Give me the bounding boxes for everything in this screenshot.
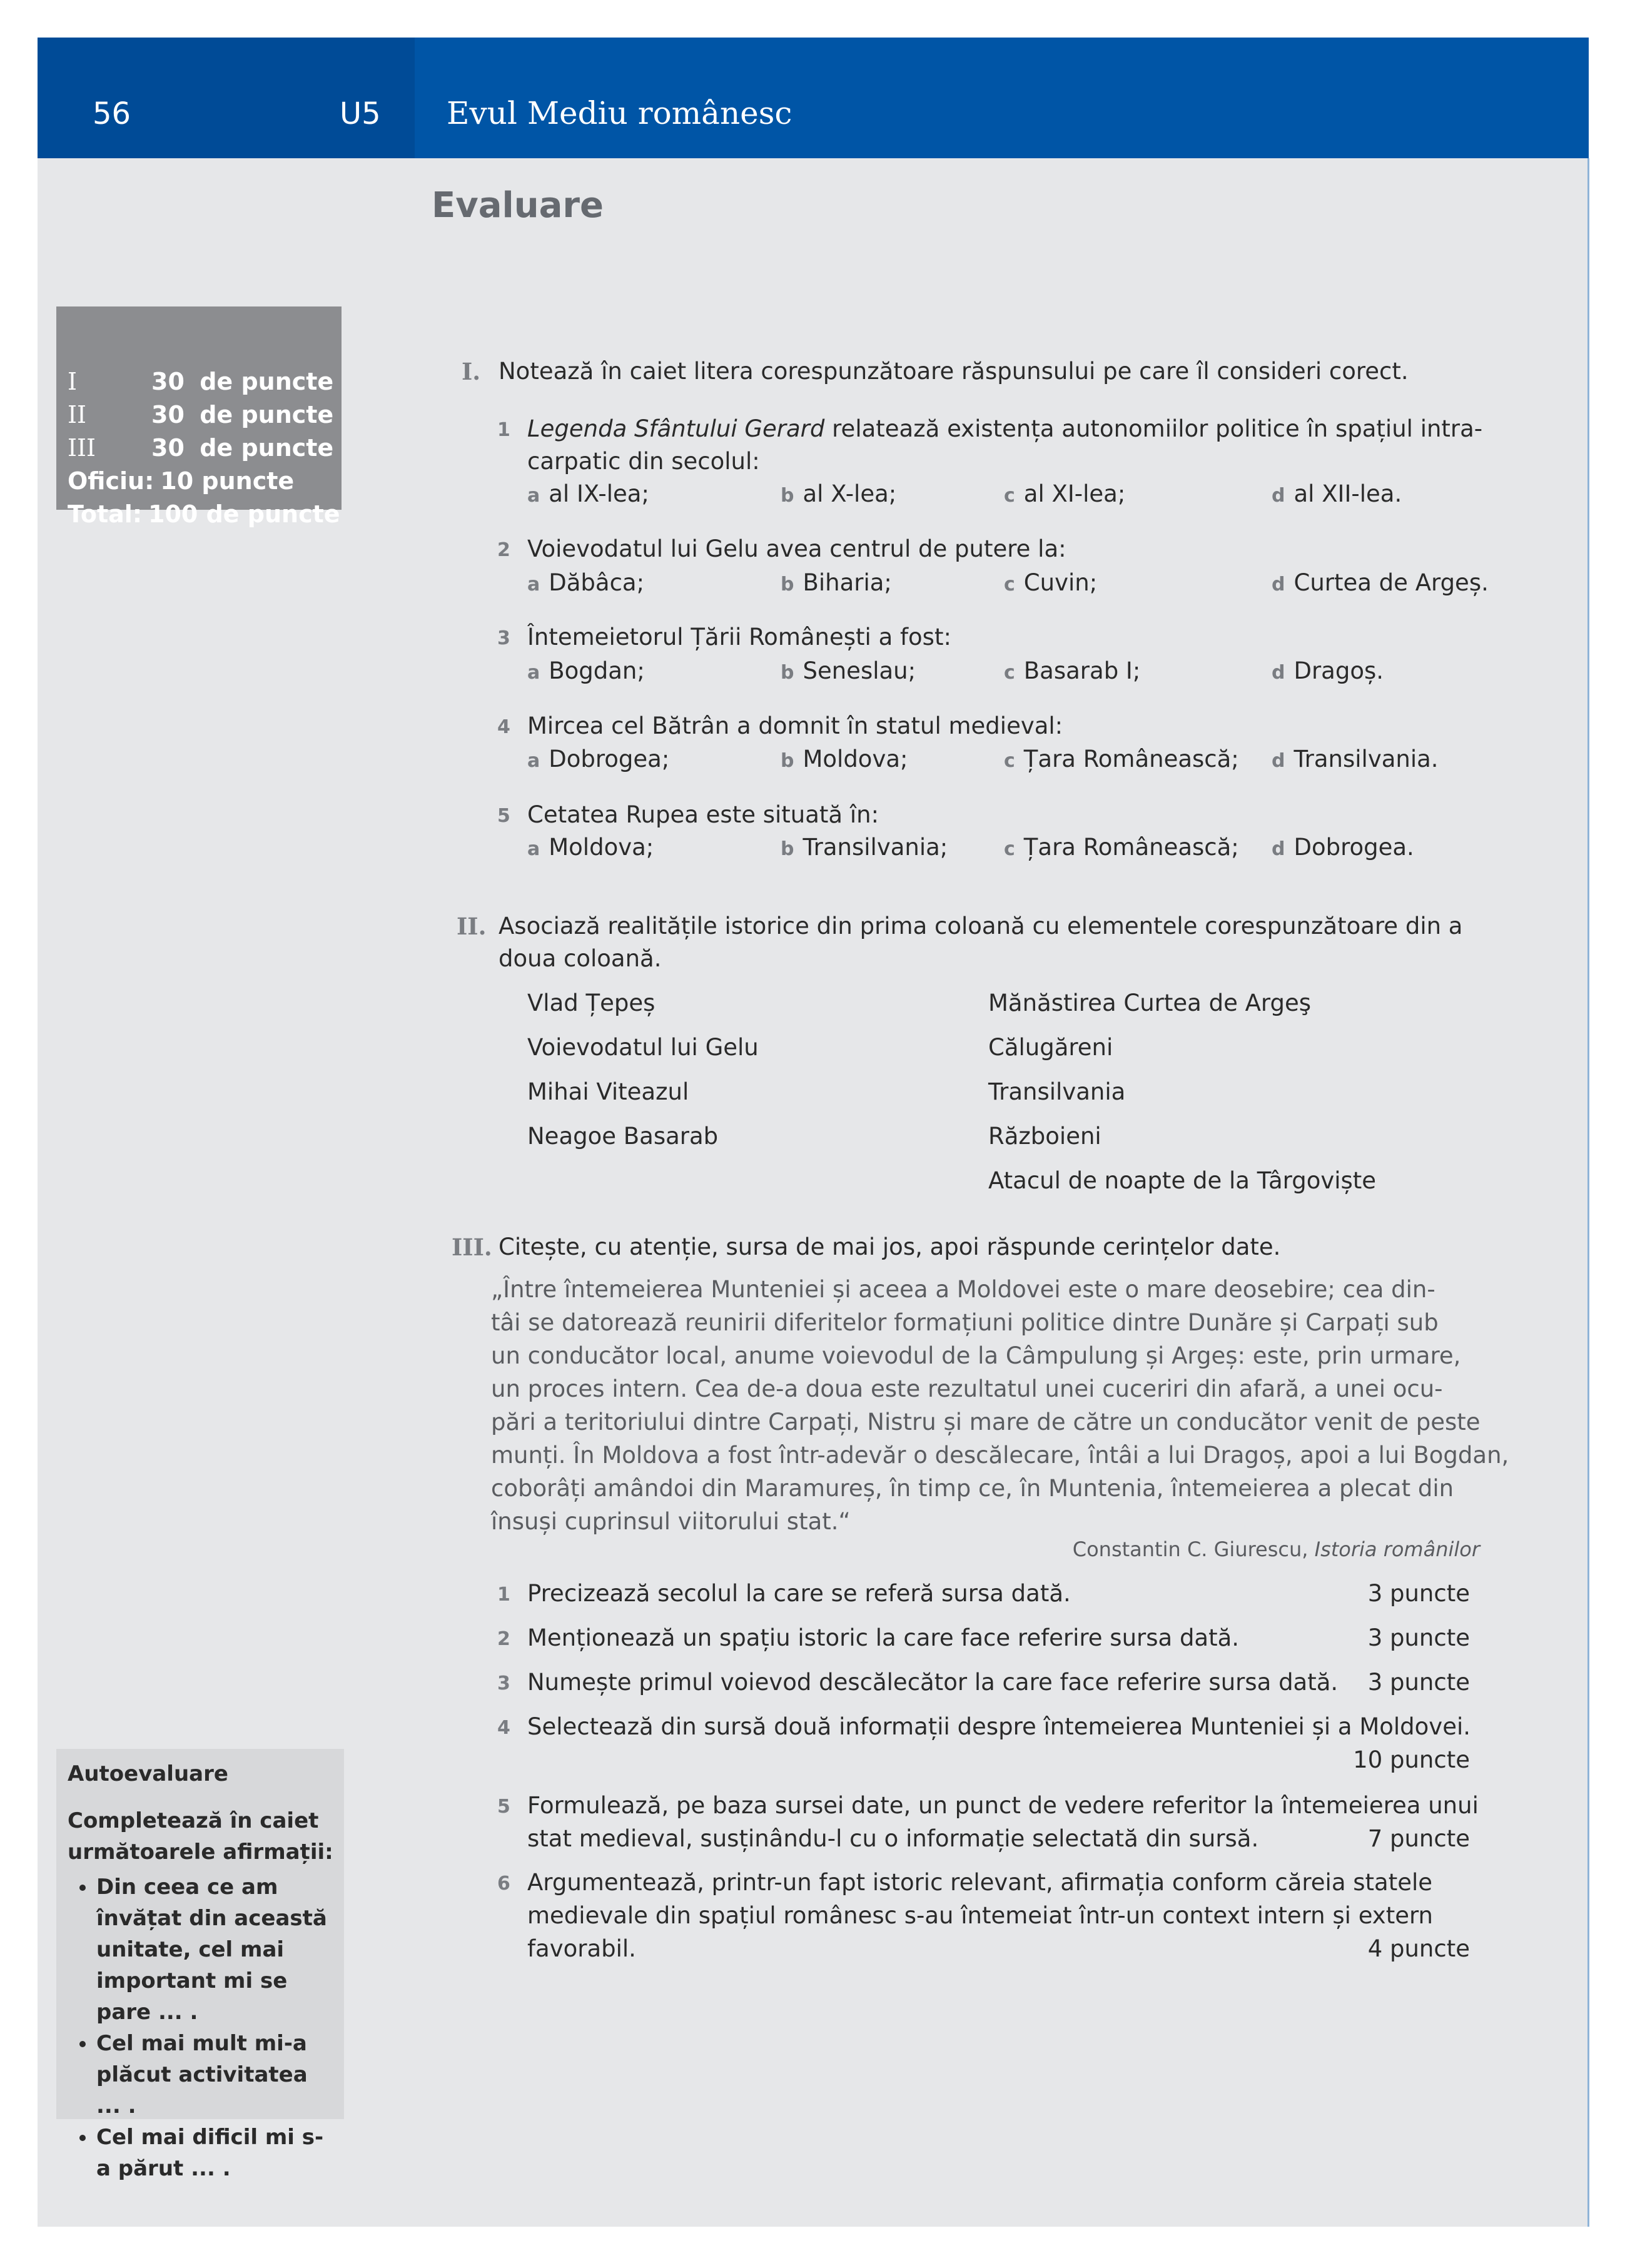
score-label: Oficiu: [68, 467, 154, 495]
option [1004, 480, 1125, 507]
score-value: 30 [151, 401, 185, 428]
question-text [527, 415, 1482, 442]
option [1004, 657, 1140, 684]
question-title-italic: Legenda Sfântului Gerard [527, 415, 825, 442]
page-title: Evaluare [432, 185, 604, 226]
unit-label: U5 [340, 96, 381, 131]
option-letter: c [1004, 662, 1015, 684]
option-text: Cuvin; [1023, 569, 1098, 596]
option-letter: d [1272, 750, 1285, 772]
option-letter: c [1004, 750, 1015, 772]
score-row [68, 401, 333, 433]
option-text: Biharia; [802, 569, 892, 596]
source-quote-line: pări a teritoriului dintre Carpați, Nistru și mare de către un conducător venit de peste [491, 1409, 1481, 1435]
option-letter: b [781, 662, 794, 684]
score-value: 30 [151, 434, 185, 462]
question-text: Voievodatul lui Gelu avea centrul de putere la: [527, 535, 1066, 562]
option [1272, 746, 1439, 772]
score-value: 10 [160, 467, 194, 495]
option [527, 657, 645, 684]
score-box [56, 306, 342, 528]
source-quote-line: tâi se datorează reunirii diferitelor formațiuni politice dintre Dunăre și Carpați sub [491, 1309, 1439, 1336]
option-letter: a [527, 574, 540, 595]
page-header [38, 38, 1589, 158]
self-evaluation-intro: Completează în caiet următoarele afirmații: [68, 1808, 333, 1865]
section-roman: II. [457, 913, 487, 940]
option-text: Dăbâca; [549, 569, 645, 596]
score-unit: de puncte [206, 500, 340, 528]
task-text: medievale din spațiul românesc s-au întemeiat într-un context intern și extern [527, 1902, 1433, 1929]
task-points: 3 puncte [1367, 1580, 1470, 1607]
option-letter: c [1004, 574, 1015, 595]
option-text: Țara Românească; [1023, 834, 1239, 861]
task-number: 6 [497, 1873, 510, 1895]
option [781, 569, 892, 596]
question-text: Mircea cel Bătrân a domnit în statul medieval: [527, 712, 1063, 739]
task-number: 5 [497, 1796, 510, 1818]
option-letter: b [781, 750, 794, 772]
score-unit: de puncte [200, 368, 334, 395]
source-quote-line: un proces intern. Cea de-a doua este rezultatul unei cuceriri din afară, a unei ocu- [491, 1375, 1443, 1402]
task-text: Menționează un spațiu istoric la care face referire sursa dată. [527, 1624, 1240, 1651]
question-number: 5 [497, 805, 510, 827]
task-text: Formulează, pe baza sursei date, un punct de vedere referitor la întemeierea unui [527, 1792, 1479, 1819]
option [527, 746, 669, 772]
option [527, 834, 654, 861]
score-value: 100 [148, 500, 198, 528]
task-text: favorabil. [527, 1935, 636, 1962]
source-quote-line: „Între întemeierea Munteniei și aceea a Moldovei este o mare deosebire; cea din- [491, 1276, 1435, 1303]
option-text: al X-lea; [802, 480, 897, 507]
task-text: Selectează din sursă două informații despre întemeierea Munteniei și a Moldovei. [527, 1713, 1471, 1740]
option [781, 834, 948, 861]
source-quote-line: munți. În Moldova a fost într-adevăr o descălecare, întâi a lui Dragoș, apoi a lui Bogdan, [491, 1442, 1509, 1469]
option-letter: a [527, 750, 540, 772]
option-text: Transilvania; [802, 834, 948, 861]
question-text: Întemeietorul Țării Românești a fost: [527, 624, 951, 651]
match-right-item: Călugăreni [988, 1034, 1113, 1061]
score-unit: de puncte [200, 401, 334, 428]
option-letter: a [527, 662, 540, 684]
score-label: II [68, 401, 87, 428]
self-evaluation-list [68, 1871, 337, 2184]
task-points: 10 puncte [1353, 1746, 1470, 1773]
score-row [68, 467, 294, 500]
question-number: 3 [497, 627, 510, 649]
option-text: Transilvania. [1293, 746, 1439, 772]
option-letter: d [1272, 838, 1285, 860]
source-quote-line: însuși cuprinsul viitorului stat.“ [491, 1508, 851, 1535]
task-text: stat medieval, susținându-l cu o informație selectată din sursă. [527, 1825, 1259, 1852]
score-row [68, 368, 333, 400]
task-number: 2 [497, 1628, 510, 1650]
option-letter: b [781, 574, 794, 595]
option-letter: d [1272, 574, 1285, 595]
score-row [68, 500, 340, 533]
task-text: Precizează secolul la care se referă sursa dată. [527, 1580, 1071, 1607]
option-text: Bogdan; [549, 657, 645, 684]
question-text: carpatic din secolul: [527, 448, 760, 475]
task-number: 1 [497, 1584, 510, 1606]
option-letter: a [527, 838, 540, 860]
source-quote-line: coborâți amândoi din Maramureș, în timp ce, în Muntenia, întemeierea a plecat din [491, 1475, 1454, 1502]
score-row [68, 434, 333, 467]
option-letter: c [1004, 838, 1015, 860]
task-number: 3 [497, 1673, 510, 1694]
option [1272, 657, 1384, 684]
option-text: Dobrogea; [549, 746, 670, 772]
option-text: al IX-lea; [549, 480, 649, 507]
section-instruction: Asociază realitățile istorice din prima coloană cu elementele corespunzătoare din a [499, 913, 1463, 939]
option-text: al XI-lea; [1023, 480, 1126, 507]
list-item: • Cel mai mult mi-a plăcut activitatea ... . [96, 2028, 337, 2122]
option [1004, 746, 1239, 772]
option [1272, 569, 1489, 596]
question-text: Cetatea Rupea este situată în: [527, 801, 879, 828]
option-letter: a [527, 485, 540, 507]
score-label: III [68, 434, 96, 462]
option-text: Curtea de Argeș. [1293, 569, 1489, 596]
self-evaluation-box [56, 1749, 344, 2181]
section-instruction: Citește, cu atenție, sursa de mai jos, apoi răspunde cerințelor date. [499, 1233, 1281, 1260]
score-unit: de puncte [200, 434, 334, 462]
option-letter: d [1272, 662, 1285, 684]
source-title: Istoria românilor [1314, 1537, 1480, 1561]
match-right-item: Atacul de noapte de la Târgoviște [988, 1167, 1377, 1194]
option [1272, 834, 1414, 861]
section-instruction: doua coloană. [499, 945, 662, 972]
option-text: Dobrogea. [1293, 834, 1414, 861]
option [1004, 834, 1239, 861]
option-text: Basarab I; [1023, 657, 1141, 684]
source-author: Constantin C. Giurescu, [1072, 1537, 1315, 1561]
match-left-item: Voievodatul lui Gelu [527, 1034, 759, 1061]
match-left-item: Vlad Țepeș [527, 990, 656, 1016]
option-letter: d [1272, 485, 1285, 507]
match-left-item: Neagoe Basarab [527, 1123, 719, 1150]
option-letter: b [781, 485, 794, 507]
question-text-part: relatează existența autonomiilor politice în spațiul intra- [824, 415, 1483, 442]
option [781, 480, 896, 507]
match-left-item: Mihai Viteazul [527, 1078, 689, 1105]
score-value: 30 [151, 368, 185, 395]
option [781, 657, 916, 684]
option-letter: c [1004, 485, 1015, 507]
section-instruction: Notează în caiet litera corespunzătoare răspunsului pe care îl consideri corect. [499, 358, 1409, 385]
option-text: Țara Românească; [1023, 746, 1239, 772]
section-roman: III. [452, 1233, 492, 1261]
task-points: 3 puncte [1367, 1669, 1470, 1696]
option-text: Dragoș. [1293, 657, 1384, 684]
task-points: 3 puncte [1367, 1624, 1470, 1651]
list-item: • Din ceea ce am învățat din această unitate, cel mai important mi se pare ... . [96, 1871, 337, 2028]
option-text: Moldova; [549, 834, 654, 861]
question-number: 4 [497, 716, 510, 738]
question-number: 1 [497, 419, 510, 441]
task-number: 4 [497, 1717, 510, 1739]
source-citation [1038, 1537, 1480, 1561]
option [527, 569, 644, 596]
page-number: 56 [93, 96, 131, 131]
task-points: 7 puncte [1367, 1825, 1470, 1852]
match-right-item: Mănăstirea Curtea de Argeş [988, 990, 1311, 1016]
question-number: 2 [497, 539, 510, 561]
task-text: Argumentează, printr-un fapt istoric relevant, afirmația conform căreia statele [527, 1869, 1433, 1896]
option [1004, 569, 1097, 596]
option [527, 480, 649, 507]
score-unit: puncte [201, 467, 295, 495]
match-right-item: Războieni [988, 1123, 1101, 1150]
option-letter: b [781, 838, 794, 860]
option-text: Seneslau; [802, 657, 916, 684]
match-right-item: Transilvania [988, 1078, 1126, 1105]
self-evaluation-title: Autoevaluare [68, 1761, 228, 1786]
option [1272, 480, 1402, 507]
source-quote-line: un conducător local, anume voievodul de la Câmpulung și Argeș: este, prin urmare, [491, 1342, 1461, 1369]
score-label: Total: [68, 500, 143, 528]
right-edge-rule [1587, 158, 1589, 2227]
list-item: • Cel mai dificil mi s-a părut ... . [96, 2122, 337, 2184]
option-text: Moldova; [802, 746, 908, 772]
task-points: 4 puncte [1367, 1935, 1470, 1962]
section-roman: I. [462, 358, 481, 385]
task-text: Numește primul voievod descălecător la care face referire sursa dată. [527, 1669, 1339, 1696]
option-text: al XII-lea. [1293, 480, 1402, 507]
chapter-title: Evul Mediu românesc [447, 95, 792, 131]
score-label: I [68, 368, 78, 395]
option [781, 746, 908, 772]
